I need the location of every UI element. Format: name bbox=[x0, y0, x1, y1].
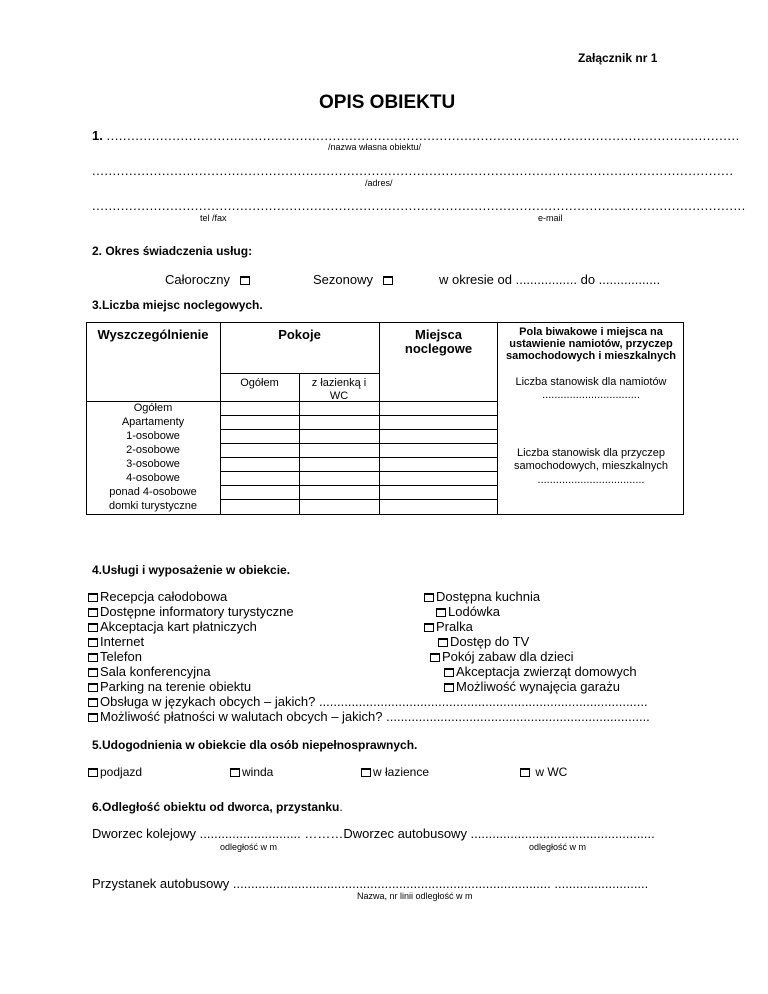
checkbox-icon[interactable] bbox=[88, 608, 98, 617]
checkbox-icon[interactable] bbox=[88, 713, 98, 722]
section1-number: 1. bbox=[92, 128, 103, 143]
service-item[interactable]: Możliwość płatności w walutach obcych – jakich? ......................................................................... bbox=[88, 709, 650, 724]
trailers-dots[interactable]: ................................... bbox=[537, 474, 645, 486]
tel-caption: tel /fax bbox=[200, 213, 227, 223]
checkbox-icon[interactable] bbox=[230, 768, 240, 777]
station-distances[interactable]: Dworzec kolejowy ............................ ………Dworzec autobusowy ................................................... bbox=[92, 826, 655, 841]
checkbox-icon[interactable] bbox=[520, 768, 530, 777]
checkbox-icon[interactable] bbox=[444, 668, 454, 677]
service-item[interactable]: Dostęp do TV bbox=[438, 634, 637, 649]
row-label: 4-osobowe bbox=[126, 472, 180, 484]
section6-heading: 6.Odległość obiektu od dworca, przystanku. bbox=[92, 800, 343, 814]
checkbox-icon[interactable] bbox=[88, 653, 98, 662]
sub-bath-header: z łazienką i WC bbox=[311, 377, 367, 402]
service-item[interactable]: Dostępna kuchnia bbox=[424, 589, 637, 604]
service-item[interactable]: Akceptacja zwierząt domowych bbox=[444, 664, 637, 679]
all-year-option[interactable] bbox=[165, 272, 252, 287]
accessibility-item[interactable]: winda bbox=[230, 765, 273, 779]
service-item[interactable]: Recepcja całodobowa bbox=[88, 589, 650, 604]
section2-heading: 2. Okres świadczenia usług: bbox=[92, 244, 253, 258]
section5-heading: 5.Udogodnienia w obiekcie dla osób niepełnosprawnych. bbox=[92, 738, 418, 752]
checkbox-icon[interactable] bbox=[436, 608, 446, 617]
col-beds-header: Miejsca noclegowe bbox=[404, 327, 473, 356]
accessibility-item[interactable]: w łazience bbox=[361, 765, 429, 779]
row-label: Apartamenty bbox=[121, 416, 185, 428]
accessibility-item[interactable]: w WC bbox=[520, 765, 567, 779]
all-year-label: Całoroczny bbox=[165, 272, 231, 287]
service-item[interactable]: Pralka bbox=[424, 619, 637, 634]
page-title: OPIS OBIEKTU bbox=[319, 92, 456, 113]
col-camping-header: Pola biwakowe i miejsca na ustawienie namiotów, przyczep samochodowych i mieszkalnych bbox=[506, 326, 676, 362]
service-item[interactable]: Akceptacja kart płatniczych bbox=[88, 619, 650, 634]
accessibility-item[interactable]: podjazd bbox=[88, 765, 142, 779]
service-item[interactable]: Lodówka bbox=[436, 604, 637, 619]
row-label: Ogółem bbox=[133, 402, 173, 414]
section4-heading: 4.Usługi i wyposażenie w obiekcie. bbox=[92, 563, 291, 577]
checkbox-icon[interactable] bbox=[430, 653, 440, 662]
email-caption: e-mail bbox=[538, 213, 563, 223]
service-item[interactable]: Możliwość wynajęcia garażu bbox=[444, 679, 637, 694]
checkbox-icon[interactable] bbox=[88, 768, 98, 777]
checkbox-icon[interactable] bbox=[88, 683, 98, 692]
row-label: domki turystyczne bbox=[108, 500, 198, 512]
checkbox-icon[interactable] bbox=[444, 683, 454, 692]
period-field[interactable]: w okresie od ................. do ................. bbox=[439, 272, 661, 287]
checkbox-icon[interactable] bbox=[88, 593, 98, 602]
checkbox-icon[interactable] bbox=[424, 593, 434, 602]
checkbox-icon[interactable] bbox=[88, 698, 98, 707]
row-label: ponad 4-osobowe bbox=[109, 486, 197, 498]
service-item[interactable]: Pokój zabaw dla dzieci bbox=[430, 649, 637, 664]
service-item[interactable]: Obsługa w językach obcych – jakich? ........................................................................................... bbox=[88, 694, 650, 709]
checkbox-icon[interactable] bbox=[88, 668, 98, 677]
row-label: 2-osobowe bbox=[126, 444, 180, 456]
service-item[interactable]: Internet bbox=[88, 634, 650, 649]
sub-total-header: Ogółem bbox=[240, 377, 279, 389]
service-item[interactable]: Parking na terenie obiektu bbox=[88, 679, 650, 694]
annex-label: Załącznik nr 1 bbox=[578, 51, 658, 65]
seasonal-option[interactable] bbox=[313, 272, 395, 287]
address-caption: /adres/ bbox=[365, 178, 393, 188]
services-right-list bbox=[424, 589, 637, 694]
bus-stop-caption: Nazwa, nr linii odległość w m bbox=[357, 891, 473, 901]
service-item[interactable]: Dostępne informatory turystyczne bbox=[88, 604, 650, 619]
name-dots: .......................................................................................................................................................... bbox=[106, 128, 740, 143]
tents-dots[interactable]: ................................ bbox=[542, 389, 640, 401]
all-year-checkbox[interactable] bbox=[240, 276, 250, 285]
service-item[interactable]: Telefon bbox=[88, 649, 650, 664]
bus-caption: odległość w m bbox=[529, 842, 587, 852]
seasonal-label: Sezonowy bbox=[313, 272, 373, 287]
checkbox-icon[interactable] bbox=[88, 638, 98, 647]
name-line[interactable] bbox=[92, 128, 740, 143]
col-rooms-header: Pokoje bbox=[278, 327, 321, 342]
checkbox-icon[interactable] bbox=[361, 768, 371, 777]
seasonal-checkbox[interactable] bbox=[383, 276, 393, 285]
row-label: 1-osobowe bbox=[126, 430, 180, 442]
section3-heading: 3.Liczba miejsc noclegowych. bbox=[92, 298, 263, 312]
service-item[interactable]: Sala konferencyjna bbox=[88, 664, 650, 679]
row-label: 3-osobowe bbox=[126, 458, 180, 470]
checkbox-icon[interactable] bbox=[424, 623, 434, 632]
trailers-label: Liczba stanowisk dla przyczep samochodowych, mieszkalnych bbox=[513, 447, 669, 472]
tents-label: Liczba stanowisk dla namiotów bbox=[515, 376, 667, 388]
contact-line[interactable]: ............................................................................................................................................................... bbox=[92, 198, 746, 213]
col-spec-header: Wyszczególnienie bbox=[97, 327, 209, 342]
name-caption: /nazwa własna obiektu/ bbox=[328, 142, 422, 152]
rail-caption: odległość w m bbox=[220, 842, 278, 852]
checkbox-icon[interactable] bbox=[438, 638, 448, 647]
bus-stop-line[interactable]: Przystanek autobusowy ........................................................................................ .......................... bbox=[92, 876, 649, 891]
address-line[interactable]: ............................................................................................................................................................ bbox=[92, 163, 734, 178]
checkbox-icon[interactable] bbox=[88, 623, 98, 632]
